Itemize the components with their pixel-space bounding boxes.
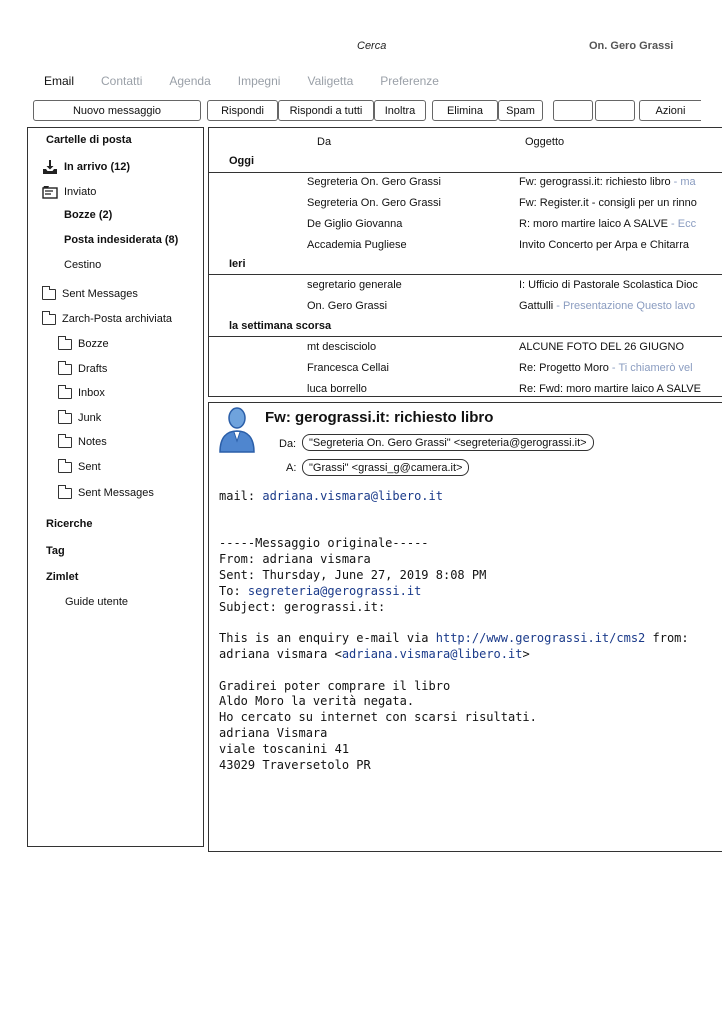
folder-label: Drafts	[78, 363, 108, 375]
body-text	[219, 615, 226, 629]
inbox-tray-icon	[42, 159, 58, 175]
user-name[interactable]: On. Gero Grassi	[589, 40, 674, 52]
tab-briefcase[interactable]: Valigetta	[307, 74, 354, 88]
row-from: Francesca Cellai	[307, 362, 389, 374]
row-from: segretario generale	[307, 279, 402, 291]
body-text: -----Messaggio originale-----	[219, 536, 429, 551]
body-text: Gradirei poter comprare il libro	[219, 678, 451, 693]
message-row[interactable]	[209, 338, 722, 359]
contact-avatar-icon	[217, 405, 257, 453]
group-divider	[209, 274, 722, 275]
row-subject: Fw: Register.it - consigli per un rinno	[519, 197, 697, 209]
from-label: Da:	[279, 438, 297, 450]
tab-email[interactable]: Email	[44, 74, 75, 88]
body-line	[219, 710, 689, 726]
folder-label: Zarch-Posta archiviata	[62, 313, 173, 325]
folder-icon	[58, 488, 72, 499]
row-subject: I: Ufficio di Pastorale Scolastica Dioc	[519, 279, 698, 291]
body-line	[219, 584, 689, 600]
folder-icon	[58, 462, 72, 473]
message-title: Fw: gerograssi.it: richiesto libro	[265, 409, 494, 426]
body-line	[219, 552, 689, 568]
reading-pane	[208, 402, 722, 852]
body-text: 43029 Traversetolo PR	[219, 757, 371, 772]
body-text: From: adriana vismara	[219, 552, 371, 567]
archive-subfolder-sent-messages[interactable]	[58, 487, 154, 499]
body-text: from:	[645, 631, 689, 646]
body-text: mail:	[219, 489, 263, 503]
body-line	[219, 663, 689, 679]
folder-sent-messages[interactable]	[42, 288, 138, 300]
row-subject: Fw: gerograssi.it: richiesto libro - ma	[519, 176, 696, 188]
body-line	[219, 568, 689, 584]
body-line	[219, 615, 689, 631]
tab-preferences[interactable]: Preferenze	[380, 74, 439, 88]
folder-sidebar	[27, 127, 204, 847]
row-subject: R: moro martire laico A SALVE - Ecc	[519, 218, 697, 230]
app-tabs	[44, 74, 466, 92]
message-row[interactable]	[209, 236, 722, 257]
folder-trash[interactable]	[64, 259, 101, 271]
archive-subfolder-drafts[interactable]	[58, 363, 107, 375]
tags-header[interactable]: Tag	[46, 545, 65, 557]
body-line	[219, 742, 689, 758]
message-row[interactable]	[209, 359, 722, 380]
tab-contacts[interactable]: Contatti	[101, 74, 143, 88]
folder-label: Cestino	[64, 259, 102, 271]
folder-label: Sent Messages	[78, 487, 154, 499]
body-line	[219, 521, 689, 537]
body-text: adriana Vismara	[219, 725, 328, 740]
row-from: De Giglio Giovanna	[307, 218, 403, 230]
user-guide-label: Guide utente	[65, 596, 128, 608]
archive-subfolder-bozze[interactable]	[58, 338, 109, 350]
to-address-bubble[interactable]: "Grassi" <grassi_g@camera.it>	[302, 459, 469, 476]
new-message-button[interactable]: Nuovo messaggio	[33, 100, 201, 121]
body-line	[219, 679, 689, 695]
body-text: Aldo Moro la verità negata.	[219, 694, 415, 709]
user-guide-link[interactable]	[65, 596, 128, 608]
folder-icon	[58, 364, 72, 375]
folder-label: Junk	[78, 412, 102, 424]
reply-all-button[interactable]: Rispondi a tutti	[278, 100, 374, 121]
tab-calendar[interactable]: Agenda	[169, 74, 211, 88]
message-row[interactable]	[209, 215, 722, 236]
column-header-subject[interactable]: Oggetto	[525, 136, 565, 148]
folder-label: Sent	[78, 461, 101, 473]
row-from: Segreteria On. Gero Grassi	[307, 176, 441, 188]
row-subject: Invito Concerto per Arpa e Chitarra	[519, 239, 689, 251]
row-subject: Re: Fwd: moro martire laico A SALVE	[519, 383, 701, 395]
forward-button[interactable]: Inoltra	[374, 100, 426, 121]
body-text: To:	[219, 583, 248, 598]
message-row[interactable]	[209, 380, 722, 397]
body-text: Ho cercato su internet con scarsi risultati.	[219, 710, 537, 725]
group-header-last-week[interactable]: la settimana scorsa	[229, 320, 332, 332]
folder-sent[interactable]	[42, 185, 96, 199]
folder-icon	[42, 289, 56, 300]
body-text: >	[522, 646, 530, 661]
body-line	[219, 600, 689, 616]
folder-icon	[58, 339, 72, 350]
body-line	[219, 536, 689, 552]
folder-label: Inbox	[78, 387, 105, 399]
row-subject: ALCUNE FOTO DEL 26 GIUGNO	[519, 341, 685, 353]
body-line	[219, 758, 689, 774]
body-link[interactable]: http://www.gerograssi.it/cms2	[435, 631, 646, 646]
archive-subfolder-notes[interactable]	[58, 436, 107, 448]
message-row[interactable]	[209, 297, 722, 318]
folder-label: Notes	[78, 436, 107, 448]
body-text: adriana vismara <	[219, 646, 342, 661]
folder-label: Sent Messages	[62, 288, 138, 300]
actions-button[interactable]: Azioni	[639, 100, 701, 121]
group-header-yesterday[interactable]: Ieri	[229, 258, 246, 270]
message-row[interactable]	[209, 276, 722, 297]
folder-icon	[58, 437, 72, 448]
body-line	[219, 631, 689, 647]
folder-drafts[interactable]	[64, 209, 112, 221]
body-text	[219, 521, 226, 535]
folder-junk[interactable]	[64, 234, 178, 246]
mail-folders-header[interactable]: Cartelle di posta	[46, 134, 132, 146]
body-line	[219, 726, 689, 742]
group-header-today[interactable]: Oggi	[229, 155, 255, 167]
body-link[interactable]: adriana.vismara@libero.it	[341, 646, 523, 661]
body-line	[219, 489, 689, 505]
archive-subfolder-sent[interactable]	[58, 461, 101, 473]
spam-button[interactable]: Spam	[498, 100, 543, 121]
body-line	[219, 505, 689, 521]
column-header-from[interactable]: Da	[317, 136, 332, 148]
zimlet-header[interactable]: Zimlet	[46, 571, 79, 583]
folder-icon	[42, 314, 56, 325]
folder-icon	[58, 388, 72, 399]
search-link[interactable]: Cerca	[357, 40, 387, 52]
folder-label: Bozze	[78, 338, 109, 350]
message-row[interactable]	[209, 194, 722, 215]
row-from: On. Gero Grassi	[307, 300, 388, 312]
row-subject: Re: Progetto Moro - Ti chiamerò vel	[519, 362, 693, 374]
toolbar-blank-button-1[interactable]	[553, 100, 593, 121]
message-row[interactable]	[209, 173, 722, 194]
reply-button[interactable]: Rispondi	[207, 100, 278, 121]
folder-label: Inviato	[64, 186, 97, 198]
body-link[interactable]: segreteria@gerograssi.it	[247, 583, 422, 598]
body-text: viale toscanini 41	[219, 741, 350, 756]
sent-folder-icon	[42, 185, 58, 199]
row-subject: Gattulli - Presentazione Questo lavo	[519, 300, 696, 312]
row-from: Segreteria On. Gero Grassi	[307, 197, 441, 209]
body-line	[219, 647, 689, 663]
folder-inbox[interactable]	[42, 159, 130, 175]
group-divider	[209, 336, 722, 337]
body-link[interactable]: adriana.vismara@libero.it	[262, 489, 443, 503]
folder-archive[interactable]	[42, 313, 172, 325]
searches-header[interactable]: Ricerche	[46, 518, 93, 530]
message-list	[208, 127, 722, 397]
row-from: luca borrello	[307, 383, 367, 395]
message-body	[219, 489, 689, 773]
archive-subfolder-junk[interactable]	[58, 412, 101, 424]
folder-icon	[58, 413, 72, 424]
folder-label: Posta indesiderata (8)	[64, 234, 179, 246]
row-from: Accademia Pugliese	[307, 239, 407, 251]
body-text	[219, 663, 226, 677]
body-text: Sent: Thursday, June 27, 2019 8:08 PM	[219, 567, 487, 582]
folder-label: Bozze (2)	[64, 209, 113, 221]
body-text	[219, 505, 226, 519]
body-line	[219, 694, 689, 710]
archive-subfolder-inbox[interactable]	[58, 387, 105, 399]
tab-tasks[interactable]: Impegni	[237, 74, 281, 88]
to-label: A:	[286, 462, 297, 474]
delete-button[interactable]: Elimina	[432, 100, 498, 121]
body-text: Subject: gerograssi.it:	[219, 599, 386, 614]
from-address-bubble[interactable]: "Segreteria On. Gero Grassi" <segreteria@gerograssi.it>	[302, 434, 594, 451]
body-text: This is an enquiry e-mail via	[219, 631, 436, 646]
folder-label: In arrivo (12)	[64, 161, 131, 173]
row-from: mt descisciolo	[307, 341, 377, 353]
toolbar-blank-button-2[interactable]	[595, 100, 635, 121]
